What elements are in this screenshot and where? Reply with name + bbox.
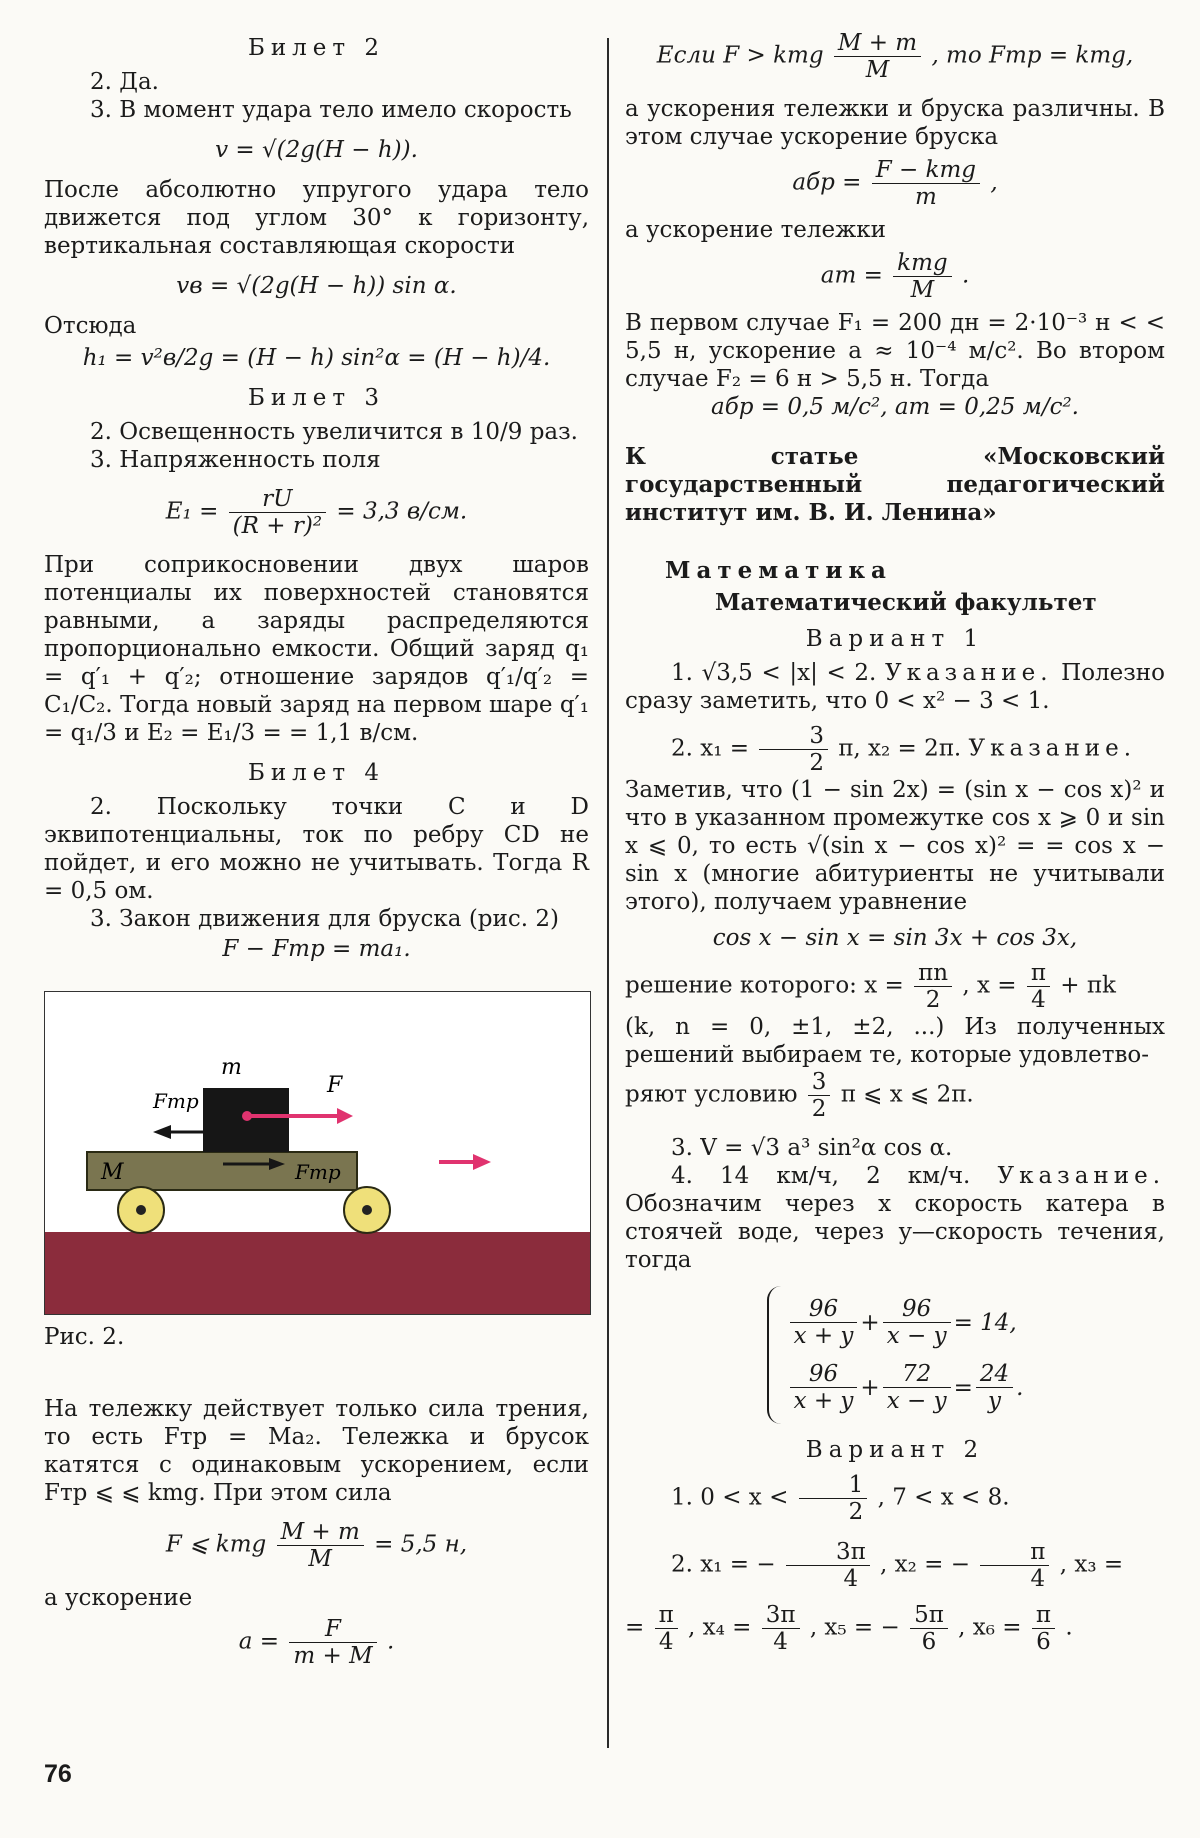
v1-answer1 — [625, 659, 1165, 715]
v1-answer2-explanation: Заметив, что (1 − sin 2x) = (sin x − cos x)² и что в указанном промежутке cos x ⩾ 0 и sin x ⩽ 0, то есть √(sin x − cos x)² = = cos x − sin x (многие абитуриенты не учитывали этого), получаем уравнение — [625, 777, 1165, 915]
numerator: F − kmg — [872, 157, 980, 184]
fraction — [790, 1296, 858, 1349]
answer-text: . — [1065, 1614, 1073, 1641]
column-divider — [607, 38, 609, 1748]
label-F: F — [327, 1073, 343, 1098]
right-column — [625, 30, 1165, 1655]
formula-rhs: , — [990, 169, 998, 196]
numerator: F — [289, 1616, 376, 1643]
answer-text: , x₄ = — [688, 1614, 752, 1641]
formula-rhs: , то Fтр = kmg, — [931, 42, 1134, 69]
denominator: 4 — [1030, 1566, 1046, 1592]
fraction — [914, 960, 952, 1013]
numerator: 3π — [786, 1539, 870, 1566]
denominator: m + M — [293, 1643, 373, 1669]
answer-text: , 7 < x < 8. — [877, 1484, 1010, 1511]
fraction — [883, 1296, 951, 1349]
formula-rhs: = 14, — [953, 1309, 1017, 1336]
fraction — [762, 1602, 800, 1655]
fraction — [980, 1539, 1049, 1592]
fraction — [893, 250, 951, 303]
hint-text: Обозначим через x скорость катера в стоячей воде, через y—скорость течения, тогда — [625, 1191, 1165, 1273]
bilet4-heading: Билет 4 — [247, 760, 386, 786]
numerator: 24 — [976, 1361, 1013, 1388]
formula-rhs: . — [961, 262, 970, 289]
numerator: rU — [229, 486, 326, 513]
answer-text: , x₂ = − — [880, 1551, 970, 1578]
friction-paragraph: На тележку действует только сила трения, то есть Fтр = Ma₂. Тележка и брусок катятся с одинаковым ускорением, если Fтр ⩽ ⩽ kmg. При этом сила — [44, 1396, 589, 1506]
operator: = — [953, 1374, 973, 1401]
label-Ftr-cart: Fтр — [295, 1160, 341, 1184]
formula-lhs: a = — [238, 1628, 280, 1655]
bilet3-paragraph: При соприкосновении двух шаров потенциалы их поверхностей становятся равными, а заряды распределяются пропорционально емкости. Общий заряд q₁ = q′₁ + q′₂; отношение зарядов q′₁/q′₂ = C₁/C₂. Тогда новый заряд на первом шаре q′₁ = q₁/3 и E₂ = E₁/3 = = 1,1 в/см. — [44, 552, 589, 746]
otsyuda-text: Отсюда — [44, 313, 137, 339]
numerator: 72 — [883, 1361, 951, 1388]
formula-lhs: Если F > kmg — [656, 42, 824, 69]
denominator: (R + r)² — [232, 513, 323, 539]
fraction — [759, 723, 828, 776]
answer-text: 2. x₁ = − — [671, 1551, 776, 1578]
cart-acceleration-text: а ускорение тележки — [625, 217, 886, 243]
bilet3-answer3: 3. Напряженность поля — [90, 447, 381, 473]
fraction — [834, 30, 921, 83]
fraction — [790, 1361, 858, 1414]
formula-cart-acceleration — [625, 250, 1165, 303]
figure-cart-diagram — [44, 991, 591, 1315]
answer-text: 4. 14 км/ч, 2 км/ч. — [671, 1163, 971, 1189]
formula-velocity: v = √(2g(H − h)). — [215, 137, 418, 163]
formula-height: h₁ = v²в/2g = (H − h) sin²α = (H − h)/4. — [82, 345, 551, 371]
formula-motion: F − Fтр = ma₁. — [222, 936, 411, 962]
fraction — [289, 1616, 376, 1669]
formula-lhs: E₁ = — [165, 498, 219, 525]
left-column — [44, 30, 589, 1681]
bilet2-heading: Билет 2 — [247, 35, 386, 61]
v2-answer2-line1 — [625, 1539, 1165, 1592]
label-Ftr-block: Fтр — [153, 1089, 199, 1113]
operator: . — [1016, 1374, 1024, 1401]
hint-label: Указание. — [884, 660, 1053, 686]
answer-text: + πk — [1060, 972, 1116, 999]
numerator: M + m — [277, 1519, 364, 1546]
formula-field — [44, 486, 589, 539]
fraction — [910, 1602, 948, 1655]
numerator: π — [1032, 1602, 1055, 1629]
denominator: m — [914, 184, 937, 210]
v2-answer2-line2 — [625, 1602, 1165, 1655]
numerator: πn — [914, 960, 952, 987]
figure-caption: Рис. 2. — [44, 1324, 125, 1350]
friction-arrow-block — [153, 1125, 203, 1139]
system-row-2 — [787, 1361, 1024, 1414]
section-heading: К статье «Московский государственный педагогический институт им. В. И. Ленина» — [625, 443, 1165, 526]
v1-answer4 — [625, 1162, 1165, 1274]
section-title: Математика — [665, 557, 892, 584]
numerator: 96 — [790, 1361, 858, 1388]
label-m: m — [221, 1055, 242, 1080]
equation-system — [625, 1286, 1165, 1424]
system-brace — [767, 1286, 781, 1424]
denominator: 2 — [809, 750, 824, 776]
fraction — [1027, 960, 1050, 1013]
v2-answer1 — [625, 1472, 1165, 1525]
bilet4-answer3: 3. Закон движения для бруска (рис. 2) — [90, 906, 559, 932]
answer-text: ряют условию — [625, 1081, 798, 1108]
numerator: π — [1027, 960, 1050, 987]
label-M: M — [101, 1160, 124, 1185]
numerator: 3 — [759, 723, 828, 750]
v1-solution — [625, 960, 1165, 1013]
system-equations — [787, 1296, 1024, 1414]
formula-rhs: = 5,5 н, — [374, 1531, 468, 1558]
denominator: x + y — [793, 1323, 854, 1349]
numerator: 1 — [799, 1472, 868, 1499]
answer-text: , x₃ = — [1059, 1551, 1124, 1578]
answer-text: , x = — [962, 972, 1017, 999]
numerator: π — [655, 1602, 678, 1629]
fraction — [799, 1472, 868, 1525]
formula-block-acceleration — [625, 157, 1165, 210]
bilet3-answer2: 2. Освещенность увеличится в 10/9 раз. — [90, 419, 578, 445]
cases-paragraph: В первом случае F₁ = 200 дн = 2·10⁻³ н < < 5,5 н, ускорение a ≈ 10⁻⁴ м/с². Во втором случае F₂ = 6 н > 5,5 н. Тогда — [625, 310, 1165, 392]
system-row-1 — [787, 1296, 1024, 1349]
v1-condition — [625, 1069, 1165, 1122]
bilet4-answer2: 2. Поскольку точки C и D эквипотенциальны, ток по ребру CD не пойдет, и его можно не учитывать. Тогда R = 0,5 ом. — [44, 794, 589, 904]
fraction — [655, 1602, 678, 1655]
ground — [45, 1232, 590, 1314]
formula-acceleration — [44, 1616, 589, 1669]
formula-lhs: aт = — [820, 262, 883, 289]
formula-rhs: = 3,3 в/см. — [336, 498, 468, 525]
denominator: y — [987, 1388, 1001, 1414]
denominator: 6 — [921, 1629, 937, 1655]
denominator: 4 — [658, 1629, 674, 1655]
fraction — [277, 1519, 364, 1572]
hint-text: Полезно сразу заметить, что 0 < x² − 3 < 1. — [625, 660, 1165, 714]
formula-lhs: F ⩽ kmg — [165, 1531, 267, 1558]
answer-text: π ⩽ x ⩽ 2π. — [840, 1081, 974, 1108]
formula-rhs: . — [386, 1628, 395, 1655]
answer-text: = — [625, 1614, 645, 1641]
bilet2-answer2: 2. Да. — [90, 69, 159, 95]
numerator: 96 — [883, 1296, 951, 1323]
bilet2-answer3: 3. В момент удара тело имело скорость — [90, 97, 572, 123]
hint-label: Указание. — [968, 735, 1137, 762]
formula-trig-equation: cos x − sin x = sin 3x + cos 3x, — [712, 925, 1078, 951]
hint-label: Указание. — [997, 1163, 1165, 1189]
numerator: π — [980, 1539, 1049, 1566]
denominator: M — [308, 1546, 332, 1572]
bilet3-heading: Билет 3 — [247, 385, 386, 411]
fraction — [872, 157, 980, 210]
fraction — [883, 1361, 951, 1414]
answer-text: решение которого: x = — [625, 972, 904, 999]
fraction — [229, 486, 326, 539]
formula-vertical-velocity: vв = √(2g(H − h)) sin α. — [176, 273, 457, 299]
numerator: 96 — [790, 1296, 858, 1323]
wheel-left — [118, 1187, 164, 1233]
formula-lhs: aбр = — [792, 169, 862, 196]
denominator: 2 — [925, 987, 941, 1013]
answer-text: , x₅ = − — [809, 1614, 900, 1641]
numerator: 3π — [762, 1602, 800, 1629]
denominator: x − y — [886, 1388, 947, 1414]
answer-text: 2. x₁ = — [671, 735, 750, 762]
denominator: M — [865, 57, 890, 83]
section-subtitle: Математический факультет — [715, 589, 1097, 616]
variant1-heading: Вариант 1 — [805, 626, 985, 652]
fraction — [976, 1361, 1013, 1414]
fraction — [808, 1069, 831, 1122]
formula-results: aбр = 0,5 м/с², aт = 0,25 м/с². — [711, 394, 1079, 420]
denominator: x + y — [793, 1388, 854, 1414]
denominator: 4 — [1031, 987, 1046, 1013]
formula-condition — [625, 30, 1165, 83]
denominator: 2 — [848, 1499, 864, 1525]
wheel-right — [344, 1187, 390, 1233]
operator: + — [860, 1374, 880, 1401]
formula-force-limit — [44, 1519, 589, 1572]
numerator: 5π — [910, 1602, 948, 1629]
denominator: 6 — [1036, 1629, 1051, 1655]
fraction — [1032, 1602, 1055, 1655]
accelerations-paragraph: а ускорения тележки и бруска различны. В этом случае ускорение бруска — [625, 96, 1165, 150]
variant2-heading: Вариант 2 — [805, 1437, 985, 1463]
answer-text: , x₆ = — [958, 1614, 1022, 1641]
denominator: 2 — [811, 1096, 827, 1122]
denominator: x − y — [886, 1323, 947, 1349]
fraction — [786, 1539, 870, 1592]
bilet2-paragraph: После абсолютно упругого удара тело движется под углом 30° к горизонту, вертикальная составляющая скорости — [44, 177, 589, 259]
numerator: kmg — [893, 250, 951, 277]
v1-solution-text: (k, n = 0, ±1, ±2, ...) Из полученных решений выбираем те, которые удовлетво- — [625, 1014, 1165, 1068]
operator: + — [860, 1309, 880, 1336]
denominator: 4 — [843, 1566, 859, 1592]
numerator: 3 — [808, 1069, 831, 1096]
answer-text: 1. √3,5 < |x| < 2. — [671, 660, 877, 686]
denominator: M — [910, 277, 935, 303]
numerator: M + m — [834, 30, 921, 57]
arrow-motion — [439, 1154, 491, 1170]
v1-answer2 — [625, 723, 1165, 776]
answer-text: π, x₂ = 2π. — [838, 735, 962, 762]
cart-illustration — [45, 992, 590, 1314]
answer-text: 1. 0 < x < — [671, 1484, 789, 1511]
acceleration-text: а ускорение — [44, 1585, 193, 1611]
v1-answer3: 3. V = √3 a³ sin²α cos α. — [671, 1135, 953, 1161]
denominator: 4 — [773, 1629, 788, 1655]
page-number: 76 — [44, 1760, 72, 1788]
